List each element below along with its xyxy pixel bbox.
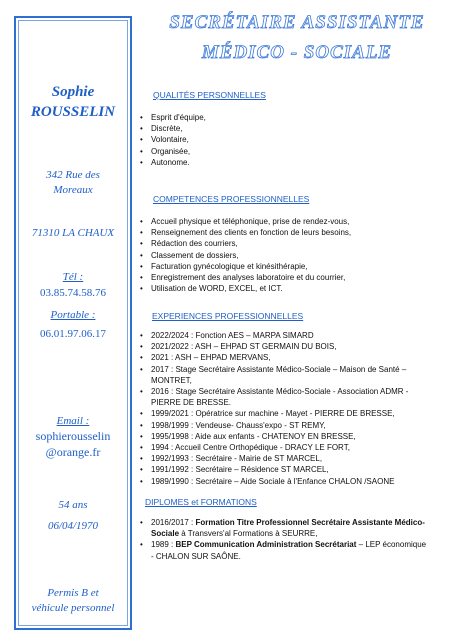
qualite-item: • Discrète, xyxy=(139,123,449,134)
qualite-item: • Autonome. xyxy=(139,157,449,168)
competences-list xyxy=(139,216,449,294)
address-line2: Moreaux xyxy=(53,184,93,196)
section-title-qualites: QUALITÉS PERSONNELLES xyxy=(153,90,266,100)
email-user[interactable]: sophierousselin xyxy=(35,429,111,443)
experience-item: • 1989/1990 : Secrétaire – Aide Sociale à l'Enfance CHALON /SAONE xyxy=(139,476,435,487)
qualite-item: • Volontaire, xyxy=(139,134,449,145)
phone-label: Tél : xyxy=(62,271,84,283)
qualite-item: • Esprit d'équipe, xyxy=(139,112,449,123)
competence-item: • Enregistrement des analyses laboratoire et du courrier, xyxy=(139,272,449,283)
experience-item: • 1998/1999 : Vendeuse- Chauss'expo - ST REMY, xyxy=(139,420,435,431)
city: 71310 LA CHAUX xyxy=(31,227,115,239)
birthdate: 06/04/1970 xyxy=(47,520,99,532)
age: 54 ans xyxy=(58,499,88,511)
phone: 03.85.74.58.76 xyxy=(40,287,106,299)
license-line2: véhicule personnel xyxy=(31,602,115,614)
diplome-item xyxy=(139,539,429,561)
diplome2-place: – LEP économique - CHALON SUR SAÔNE. xyxy=(151,540,427,561)
experience-item: • 2017 : Stage Secrétaire Assistante Médico-Sociale – Maison de Santé – MONTRET, xyxy=(139,364,435,386)
qualite-item: • Organisée, xyxy=(139,146,449,157)
qualites-list xyxy=(139,112,449,168)
experience-item: • 2021 : ASH – EHPAD MERVANS, xyxy=(139,352,435,363)
competence-item: • Rédaction des courriers, xyxy=(139,238,449,249)
address-line1: 342 Rue des xyxy=(46,169,100,181)
competence-item: • Facturation gynécologique et kinésithérapie, xyxy=(139,261,449,272)
section-title-competences: COMPETENCES PROFESSIONNELLES xyxy=(153,194,310,204)
diplome1-title: Formation Titre Professionnel Secrétaire Assistante Médico-Sociale xyxy=(151,518,425,539)
email-domain[interactable]: @orange.fr xyxy=(45,445,101,459)
experience-item: • 1999/2021 : Opératrice sur machine - Mayet - PIERRE DE BRESSE, xyxy=(139,408,435,419)
diplome-item xyxy=(139,517,429,539)
diplome2-year: 1989 : xyxy=(151,540,174,550)
title-line2: MÉDICO - SOCIALE xyxy=(201,42,393,63)
mobile: 06.01.97.06.17 xyxy=(40,328,106,340)
last-name: ROUSSELIN xyxy=(30,104,116,120)
diplome2-title: BEP Communication Administration Secrétariat xyxy=(175,540,357,550)
experience-item: • 1994 : Accueil Centre Orthopédique - DRACY LE FORT, xyxy=(139,442,435,453)
diplomes-list xyxy=(139,517,429,562)
experience-item: • 1992/1993 : Secrétaire - Mairie de ST MARCEL, xyxy=(139,453,435,464)
experience-item: • 1991/1992 : Secrétaire – Résidence ST MARCEL, xyxy=(139,464,435,475)
title-line1: SECRÉTAIRE ASSISTANTE xyxy=(169,12,425,33)
competence-item: • Classement de dossiers, xyxy=(139,250,449,261)
experiences-list xyxy=(139,330,435,487)
experience-item: • 1995/1998 : Aide aux enfants - CHATENOY EN BRESSE, xyxy=(139,431,435,442)
experience-item: • 2022/2024 : Fonction AES – MARPA SIMARD xyxy=(139,330,435,341)
competence-item: • Utilisation de WORD, EXCEL, et ICT. xyxy=(139,283,449,294)
competence-item: • Accueil physique et téléphonique, prise de rendez-vous, xyxy=(139,216,449,227)
license-line1: Permis B et xyxy=(47,587,99,599)
section-title-experiences: EXPERIENCES PROFESSIONNELLES xyxy=(152,311,304,321)
experience-item: • 2016 : Stage Secrétaire Assistante Médico-Sociale - Association ADMR - PIERRE DE BRESSE. xyxy=(139,386,435,408)
competence-item: • Renseignement des clients en fonction de leurs besoins, xyxy=(139,227,449,238)
mobile-label: Portable : xyxy=(50,309,96,321)
experience-item: • 2021/2022 : ASH – EHPAD ST GERMAIN DU BOIS, xyxy=(139,341,435,352)
diplome1-year: 2016/2017 : xyxy=(151,518,194,527)
diplome1-place: à Transvers'al Formations à SEURRE, xyxy=(181,529,318,539)
section-title-diplomes: DIPLOMES et FORMATIONS xyxy=(145,497,257,507)
first-name: Sophie xyxy=(51,84,95,100)
sidebar xyxy=(14,16,132,630)
email-label: Email : xyxy=(56,415,90,427)
